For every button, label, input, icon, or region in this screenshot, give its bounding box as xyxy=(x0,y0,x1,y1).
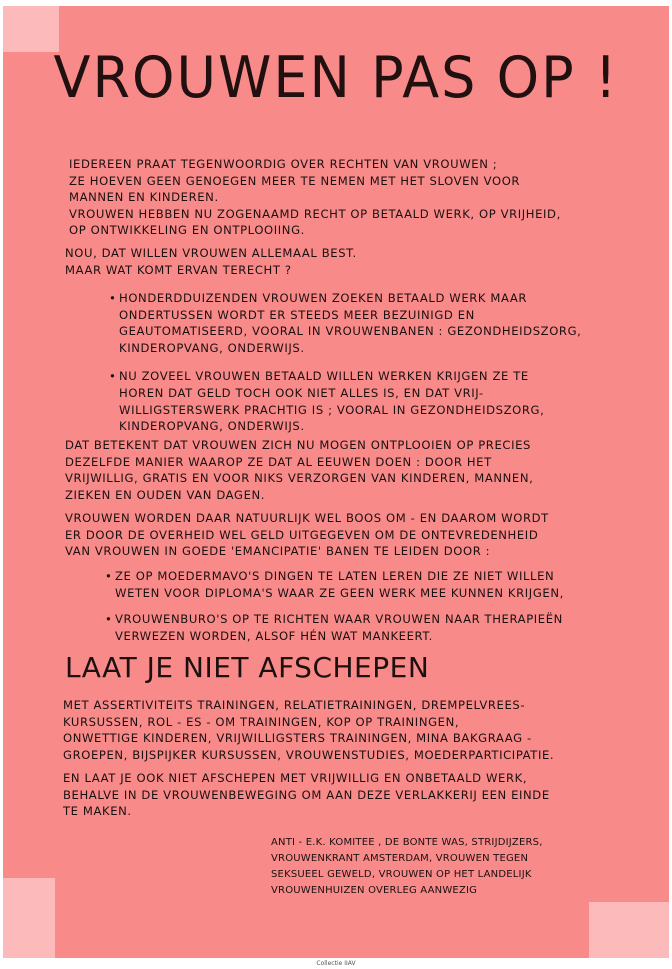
text-line: HOREN DAT GELD TOCH OOK NIET ALLES IS, EN DAT VRIJ- xyxy=(119,385,484,400)
signatories xyxy=(271,835,543,899)
text-line: IEDEREEN PRAAT TEGENWOORDIG OVER RECHTEN VAN VROUWEN ; xyxy=(69,157,498,171)
text-line: MET ASSERTIVITEITS TRAININGEN, RELATIETRAININGEN, DREMPELVREES- xyxy=(63,698,526,712)
bullet-item xyxy=(105,568,564,601)
bullet-item xyxy=(109,368,581,434)
section-heading: LAAT JE NIET AFSCHEPEN xyxy=(65,651,430,684)
paper-wear-bottom-right xyxy=(589,902,669,958)
text-line: ZE OP MOEDERMAVO'S DINGEN TE LATEN LEREN DIE ZE NIET WILLEN xyxy=(115,569,555,583)
text-line: TE MAKEN. xyxy=(63,804,132,819)
bullet-icon: • xyxy=(109,291,117,305)
text-line: ONDERTUSSEN WORDT ER STEEDS MEER BEZUINIGD EN xyxy=(119,307,475,322)
text-line: VERWEZEN WORDEN, ALSOF HÉN WAT MANKEERT. xyxy=(115,628,433,643)
text-line: MAAR WAT KOMT ERVAN TERECHT ? xyxy=(65,262,292,277)
bullet-item xyxy=(109,290,582,356)
bullet-list-2 xyxy=(105,568,564,644)
text-line: VROUWENBURO'S OP TE RICHTEN WAAR VROUWEN NAAR THERAPIEËN xyxy=(115,612,563,627)
text-line: VAN VROUWEN IN GOEDE 'EMANCIPATIE' BANEN TE LEIDEN DOOR : xyxy=(65,544,491,559)
bullet-icon: • xyxy=(109,369,117,384)
text-line: ONWETTIGE KINDEREN, VRIJWILLIGSTERS TRAININGEN, MINA BAKGRAAG - xyxy=(63,731,532,746)
text-line: BEHALVE IN DE VROUWENBEWEGING OM AAN DEZE VERLAKKERIJ EEN EINDE xyxy=(63,787,550,802)
poster-title: VROUWEN PAS OP ! xyxy=(53,44,619,111)
bullet-icon: • xyxy=(105,612,113,627)
text-line: WILLIGSTERSWERK PRACHTIG IS ; VOORAL IN GEZONDHEIDSZORG, xyxy=(119,402,545,417)
text-line: VROUWEN HEBBEN NU ZOGENAAMD RECHT OP BETAALD WERK, OP VRIJHEID, xyxy=(69,206,561,221)
text-line: NU ZOVEEL VROUWEN BETAALD WILLEN WERKEN KRIJGEN ZE TE xyxy=(119,369,529,384)
question-paragraph xyxy=(65,245,357,278)
text-line: VRIJWILLIG, GRATIS EN VOOR NIKS VERZORGEN VAN KINDEREN, MANNEN, xyxy=(65,471,534,486)
text-line: DEZELFDE MANIER WAAROP ZE DAT AL EEUWEN DOEN : DOOR HET xyxy=(65,454,492,469)
text-line: MANNEN EN KINDEREN. xyxy=(69,190,219,205)
text-line: VROUWENHUIZEN OVERLEG AANWEZIG xyxy=(271,885,478,896)
text-line: WETEN VOOR DIPLOMA'S WAAR ZE GEEN WERK MEE KUNNEN KRIJGEN, xyxy=(115,585,564,600)
bullet-icon: • xyxy=(105,569,113,583)
bullet-list-1 xyxy=(109,290,582,435)
text-line: OP ONTWIKKELING EN ONTPLOOIING. xyxy=(69,223,305,238)
paper-wear-bottom-left xyxy=(3,878,55,958)
text-line: ANTI - E.K. KOMITEE , DE BONTE WAS, STRIJDIJZERS, xyxy=(271,837,543,848)
text-line: KURSUSSEN, ROL - ES - OM TRAININGEN, KOP OP TRAININGEN, xyxy=(63,714,460,729)
text-line: SEKSUEEL GEWELD, VROUWEN OP HET LANDELIJK xyxy=(271,869,532,880)
text-line: ZIEKEN EN OUDEN VAN DAGEN. xyxy=(65,487,266,502)
text-line: DAT BETEKENT DAT VROUWEN ZICH NU MOGEN ONTPLOOIEN OP PRECIES xyxy=(65,438,531,452)
text-line: VROUWENKRANT AMSTERDAM, VROUWEN TEGEN xyxy=(271,853,529,864)
paragraph-2 xyxy=(65,437,533,503)
text-line: GEAUTOMATISEERD, VOORAL IN VROUWENBANEN : GEZONDHEIDSZORG, xyxy=(119,324,582,339)
paragraph-3 xyxy=(65,510,549,560)
text-line: KINDEROPVANG, ONDERWIJS. xyxy=(119,340,305,355)
paragraph-5 xyxy=(63,770,550,820)
text-line: EN LAAT JE OOK NIET AFSCHEPEN MET VRIJWILLIG EN ONBETAALD WERK, xyxy=(63,771,528,785)
text-line: ER DOOR DE OVERHEID WEL GELD UITGEGEVEN OM DE ONTEVREDENHEID xyxy=(65,527,539,542)
text-line: HONDERDDUIZENDEN VROUWEN ZOEKEN BETAALD WERK MAAR xyxy=(119,291,528,305)
bullet-item xyxy=(105,611,564,644)
poster xyxy=(3,6,669,958)
text-line: NOU, DAT WILLEN VROUWEN ALLEMAAL BEST. xyxy=(65,246,357,260)
collection-credit: Collectie IIAV xyxy=(316,960,356,967)
text-line: ZE HOEVEN GEEN GENOEGEN MEER TE NEMEN MET HET SLOVEN VOOR xyxy=(69,173,521,188)
paragraph-4 xyxy=(63,697,554,763)
intro-paragraph xyxy=(69,156,561,239)
text-line: VROUWEN WORDEN DAAR NATUURLIJK WEL BOOS OM - EN DAAROM WORDT xyxy=(65,511,549,525)
text-line: KINDEROPVANG, ONDERWIJS. xyxy=(119,419,305,434)
text-line: GROEPEN, BIJSPIJKER KURSUSSEN, VROUWENSTUDIES, MOEDERPARTICIPATIE. xyxy=(63,747,555,762)
